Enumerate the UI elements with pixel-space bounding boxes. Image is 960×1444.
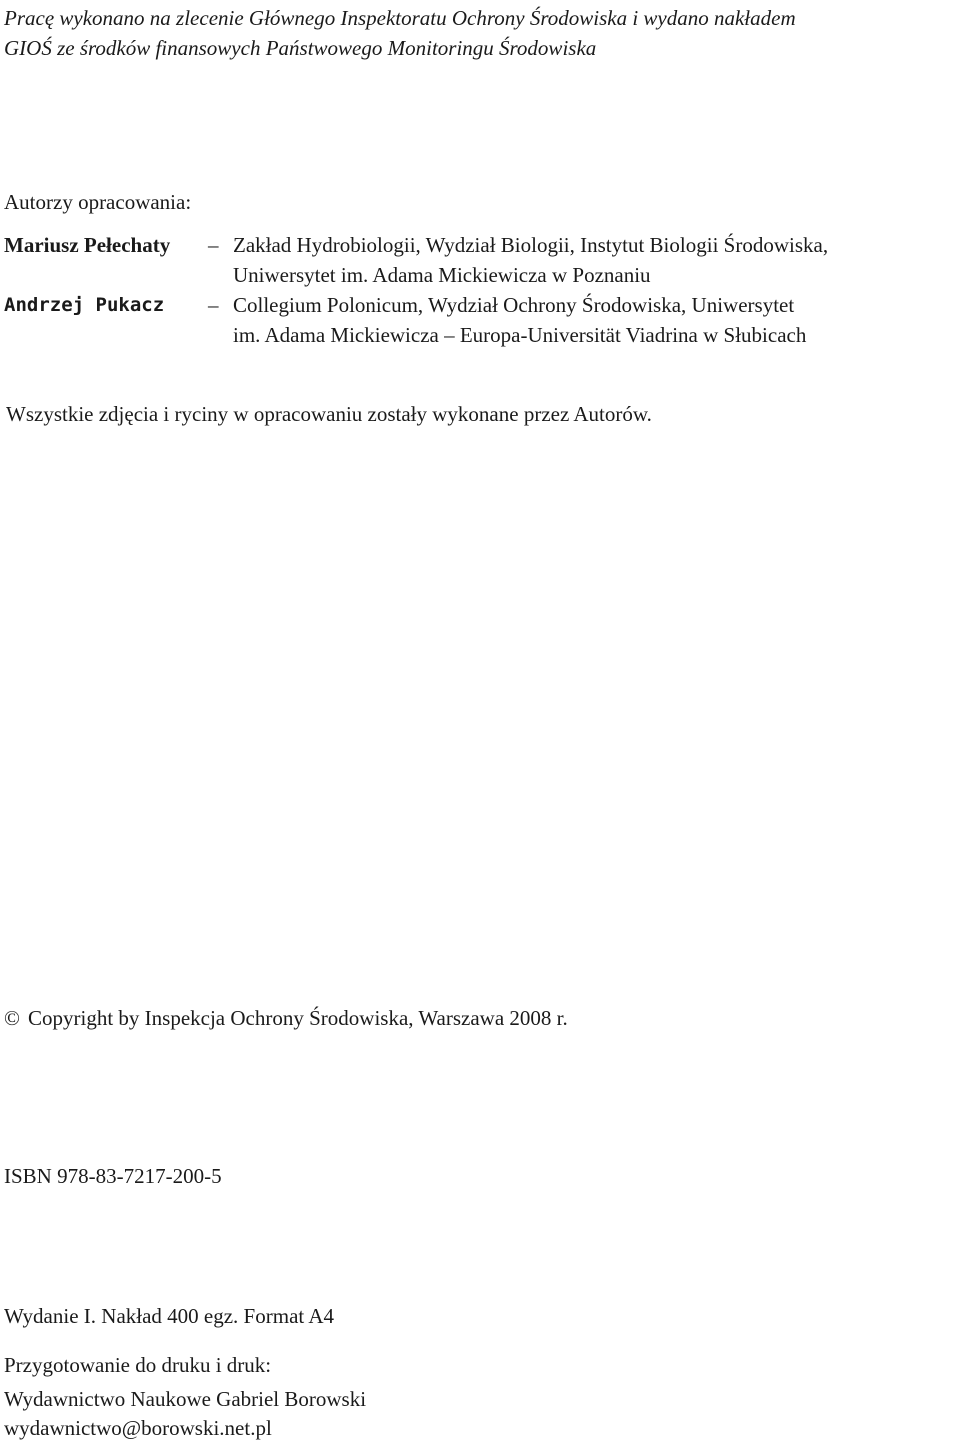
author-name: Andrzej Pukacz: [4, 294, 165, 316]
publisher-email: wydawnictwo@borowski.net.pl: [4, 1416, 272, 1440]
author-affiliation-line-1: Collegium Polonicum, Wydział Ochrony Środowiska, Uniwersytet: [233, 293, 795, 317]
copyright-text: Copyright by Inspekcja Ochrony Środowiska, Warszawa 2008 r.: [28, 1006, 568, 1030]
author-name: Mariusz Pełechaty: [4, 233, 171, 257]
funding-note-line-1: Pracę wykonano na zlecenie Głównego Inspektoratu Ochrony Środowiska i wydano nakładem: [4, 6, 796, 30]
edition-info: Wydanie I. Nakład 400 egz. Format A4: [4, 1304, 334, 1328]
author-affiliation-line-2: Uniwersytet im. Adama Mickiewicza w Poznaniu: [233, 263, 651, 287]
author-affiliation-line-1: Zakład Hydrobiologii, Wydział Biologii, Instytut Biologii Środowiska,: [233, 233, 829, 257]
author-affiliation-line-2: im. Adama Mickiewicza – Europa-Universität Viadrina w Słubicach: [233, 323, 807, 347]
funding-note-line-2: GIOŚ ze środków finansowych Państwowego Monitoringu Środowiska: [4, 36, 597, 60]
photos-note: Wszystkie zdjęcia i ryciny w opracowaniu zostały wykonane przez Autorów.: [6, 402, 652, 426]
copyright-icon: ©: [4, 1006, 20, 1030]
printing-label: Przygotowanie do druku i druk:: [4, 1353, 272, 1377]
authors-heading: Autorzy opracowania:: [4, 190, 192, 214]
author-dash: –: [208, 293, 219, 317]
isbn: ISBN 978-83-7217-200-5: [4, 1164, 222, 1188]
publisher-name: Wydawnictwo Naukowe Gabriel Borowski: [4, 1387, 367, 1411]
author-dash: –: [208, 233, 219, 257]
copyright-line: [4, 1003, 568, 1033]
